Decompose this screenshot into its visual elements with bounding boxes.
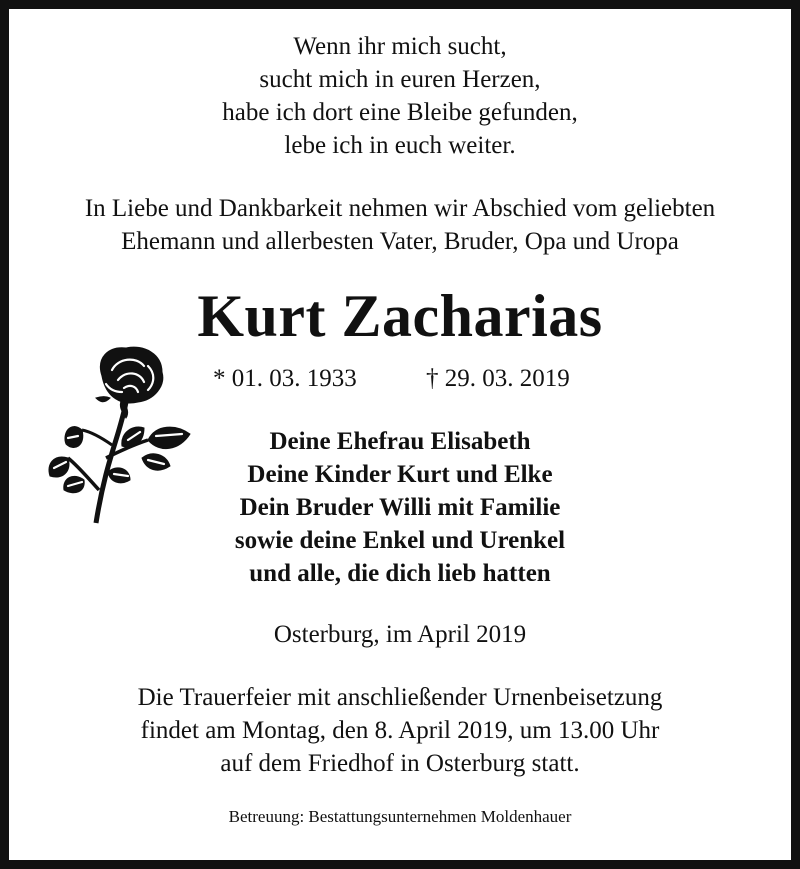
- death-date: † 29. 03. 2019: [426, 365, 570, 392]
- poem-line-2: sucht mich in euren Herzen,: [259, 66, 541, 93]
- mourner-line-1: Deine Ehefrau Elisabeth: [269, 428, 531, 455]
- deceased-name: Kurt Zacharias: [197, 283, 603, 349]
- poem-line-4: lebe ich in euch weiter.: [284, 132, 516, 159]
- service-line-3: auf dem Friedhof in Osterburg statt.: [220, 750, 580, 777]
- mourner-line-3: Dein Bruder Willi mit Familie: [239, 494, 561, 521]
- undertaker-credit: Betreuung: Bestattungsunternehmen Moldenhauer: [228, 807, 572, 826]
- mourner-line-2: Deine Kinder Kurt und Elke: [247, 461, 553, 488]
- poem-line-1: Wenn ihr mich sucht,: [293, 33, 507, 60]
- service-line-2: findet am Montag, den 8. April 2019, um 13.00 Uhr: [140, 717, 660, 744]
- intro-line-1: In Liebe und Dankbarkeit nehmen wir Abschied vom geliebten: [84, 195, 716, 222]
- mourner-line-5: und alle, die dich lieb hatten: [249, 560, 551, 587]
- service-line-1: Die Trauerfeier mit anschließender Urnenbeisetzung: [137, 684, 663, 711]
- place-date: Osterburg, im April 2019: [273, 621, 527, 648]
- mourner-line-4: sowie deine Enkel und Urenkel: [234, 527, 566, 554]
- intro-line-2: Ehemann und allerbesten Vater, Bruder, Opa und Uropa: [121, 228, 679, 255]
- birth-date: * 01. 03. 1933: [213, 365, 357, 392]
- poem-line-3: habe ich dort eine Bleibe gefunden,: [222, 99, 578, 126]
